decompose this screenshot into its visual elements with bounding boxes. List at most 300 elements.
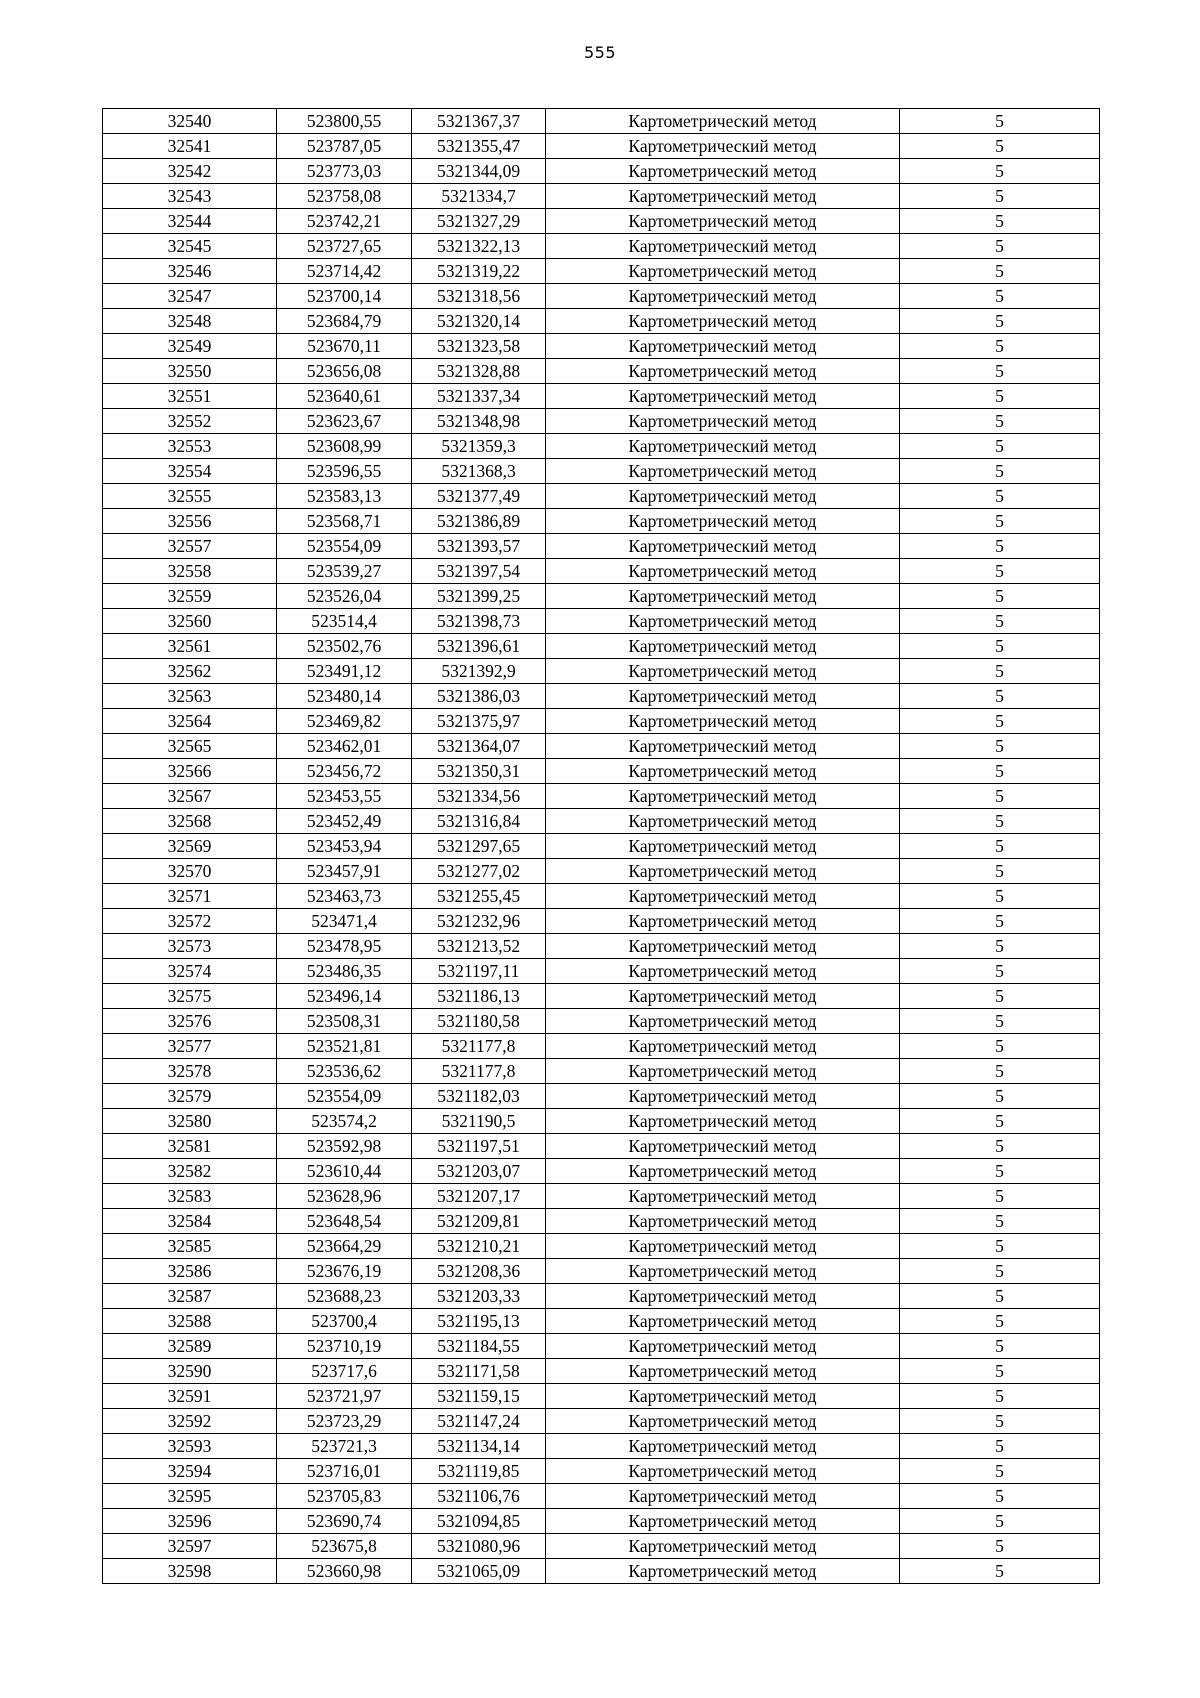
accuracy-cell: 5 (900, 584, 1100, 609)
table-row (103, 1509, 1100, 1534)
point-number-cell: 32593 (103, 1434, 277, 1459)
accuracy-cell: 5 (900, 1234, 1100, 1259)
accuracy-cell: 5 (900, 484, 1100, 509)
y-coordinate-cell: 5321364,07 (412, 734, 546, 759)
method-cell: Картометрический метод (546, 1084, 900, 1109)
method-cell: Картометрический метод (546, 684, 900, 709)
method-cell: Картометрический метод (546, 834, 900, 859)
y-coordinate-cell: 5321147,24 (412, 1409, 546, 1434)
y-coordinate-cell: 5321134,14 (412, 1434, 546, 1459)
y-coordinate-cell: 5321348,98 (412, 409, 546, 434)
accuracy-cell: 5 (900, 359, 1100, 384)
method-cell: Картометрический метод (546, 1209, 900, 1234)
method-cell: Картометрический метод (546, 1534, 900, 1559)
table-row (103, 759, 1100, 784)
accuracy-cell: 5 (900, 1434, 1100, 1459)
y-coordinate-cell: 5321180,58 (412, 1009, 546, 1034)
x-coordinate-cell: 523514,4 (277, 609, 412, 634)
accuracy-cell: 5 (900, 234, 1100, 259)
x-coordinate-cell: 523690,74 (277, 1509, 412, 1534)
point-number-cell: 32598 (103, 1559, 277, 1584)
accuracy-cell: 5 (900, 1309, 1100, 1334)
accuracy-cell: 5 (900, 759, 1100, 784)
table-row (103, 684, 1100, 709)
y-coordinate-cell: 5321344,09 (412, 159, 546, 184)
table-row (103, 1159, 1100, 1184)
table-row (103, 1234, 1100, 1259)
y-coordinate-cell: 5321065,09 (412, 1559, 546, 1584)
y-coordinate-cell: 5321328,88 (412, 359, 546, 384)
x-coordinate-cell: 523675,8 (277, 1534, 412, 1559)
x-coordinate-cell: 523471,4 (277, 909, 412, 934)
accuracy-cell: 5 (900, 1534, 1100, 1559)
point-number-cell: 32559 (103, 584, 277, 609)
table-row (103, 309, 1100, 334)
method-cell: Картометрический метод (546, 509, 900, 534)
point-number-cell: 32573 (103, 934, 277, 959)
table-row (103, 534, 1100, 559)
point-number-cell: 32546 (103, 259, 277, 284)
point-number-cell: 32581 (103, 1134, 277, 1159)
table-row (103, 1459, 1100, 1484)
method-cell: Картометрический метод (546, 959, 900, 984)
table-row (103, 1484, 1100, 1509)
accuracy-cell: 5 (900, 184, 1100, 209)
method-cell: Картометрический метод (546, 859, 900, 884)
accuracy-cell: 5 (900, 309, 1100, 334)
y-coordinate-cell: 5321398,73 (412, 609, 546, 634)
table-row (103, 1359, 1100, 1384)
x-coordinate-cell: 523727,65 (277, 234, 412, 259)
accuracy-cell: 5 (900, 1109, 1100, 1134)
point-number-cell: 32551 (103, 384, 277, 409)
accuracy-cell: 5 (900, 134, 1100, 159)
point-number-cell: 32596 (103, 1509, 277, 1534)
accuracy-cell: 5 (900, 434, 1100, 459)
coordinates-table-container (102, 108, 1099, 1584)
method-cell: Картометрический метод (546, 1384, 900, 1409)
x-coordinate-cell: 523457,91 (277, 859, 412, 884)
x-coordinate-cell: 523676,19 (277, 1259, 412, 1284)
table-row (103, 659, 1100, 684)
table-row (103, 484, 1100, 509)
point-number-cell: 32572 (103, 909, 277, 934)
table-row (103, 1434, 1100, 1459)
y-coordinate-cell: 5321197,51 (412, 1134, 546, 1159)
y-coordinate-cell: 5321297,65 (412, 834, 546, 859)
y-coordinate-cell: 5321327,29 (412, 209, 546, 234)
y-coordinate-cell: 5321186,13 (412, 984, 546, 1009)
y-coordinate-cell: 5321197,11 (412, 959, 546, 984)
x-coordinate-cell: 523670,11 (277, 334, 412, 359)
method-cell: Картометрический метод (546, 409, 900, 434)
method-cell: Картометрический метод (546, 334, 900, 359)
x-coordinate-cell: 523596,55 (277, 459, 412, 484)
x-coordinate-cell: 523453,55 (277, 784, 412, 809)
point-number-cell: 32567 (103, 784, 277, 809)
x-coordinate-cell: 523684,79 (277, 309, 412, 334)
x-coordinate-cell: 523723,29 (277, 1409, 412, 1434)
y-coordinate-cell: 5321397,54 (412, 559, 546, 584)
table-row (103, 734, 1100, 759)
y-coordinate-cell: 5321399,25 (412, 584, 546, 609)
accuracy-cell: 5 (900, 1334, 1100, 1359)
accuracy-cell: 5 (900, 384, 1100, 409)
y-coordinate-cell: 5321184,55 (412, 1334, 546, 1359)
table-row (103, 1009, 1100, 1034)
method-cell: Картометрический метод (546, 1159, 900, 1184)
x-coordinate-cell: 523568,71 (277, 509, 412, 534)
method-cell: Картометрический метод (546, 559, 900, 584)
y-coordinate-cell: 5321080,96 (412, 1534, 546, 1559)
x-coordinate-cell: 523539,27 (277, 559, 412, 584)
method-cell: Картометрический метод (546, 984, 900, 1009)
point-number-cell: 32560 (103, 609, 277, 634)
point-number-cell: 32545 (103, 234, 277, 259)
point-number-cell: 32557 (103, 534, 277, 559)
point-number-cell: 32594 (103, 1459, 277, 1484)
accuracy-cell: 5 (900, 284, 1100, 309)
accuracy-cell: 5 (900, 984, 1100, 1009)
method-cell: Картометрический метод (546, 134, 900, 159)
table-row (103, 1209, 1100, 1234)
y-coordinate-cell: 5321255,45 (412, 884, 546, 909)
table-row (103, 1109, 1100, 1134)
table-row (103, 584, 1100, 609)
method-cell: Картометрический метод (546, 184, 900, 209)
y-coordinate-cell: 5321210,21 (412, 1234, 546, 1259)
table-row (103, 1084, 1100, 1109)
x-coordinate-cell: 523453,94 (277, 834, 412, 859)
table-row (103, 1184, 1100, 1209)
x-coordinate-cell: 523648,54 (277, 1209, 412, 1234)
point-number-cell: 32541 (103, 134, 277, 159)
method-cell: Картометрический метод (546, 1434, 900, 1459)
method-cell: Картометрический метод (546, 1284, 900, 1309)
x-coordinate-cell: 523480,14 (277, 684, 412, 709)
point-number-cell: 32549 (103, 334, 277, 359)
x-coordinate-cell: 523742,21 (277, 209, 412, 234)
method-cell: Картометрический метод (546, 1009, 900, 1034)
point-number-cell: 32584 (103, 1209, 277, 1234)
y-coordinate-cell: 5321203,33 (412, 1284, 546, 1309)
method-cell: Картометрический метод (546, 934, 900, 959)
point-number-cell: 32590 (103, 1359, 277, 1384)
y-coordinate-cell: 5321195,13 (412, 1309, 546, 1334)
table-row (103, 634, 1100, 659)
x-coordinate-cell: 523496,14 (277, 984, 412, 1009)
accuracy-cell: 5 (900, 1059, 1100, 1084)
y-coordinate-cell: 5321392,9 (412, 659, 546, 684)
y-coordinate-cell: 5321337,34 (412, 384, 546, 409)
accuracy-cell: 5 (900, 1009, 1100, 1034)
point-number-cell: 32577 (103, 1034, 277, 1059)
y-coordinate-cell: 5321159,15 (412, 1384, 546, 1409)
y-coordinate-cell: 5321355,47 (412, 134, 546, 159)
y-coordinate-cell: 5321209,81 (412, 1209, 546, 1234)
point-number-cell: 32576 (103, 1009, 277, 1034)
x-coordinate-cell: 523574,2 (277, 1109, 412, 1134)
y-coordinate-cell: 5321232,96 (412, 909, 546, 934)
accuracy-cell: 5 (900, 834, 1100, 859)
accuracy-cell: 5 (900, 559, 1100, 584)
table-row (103, 934, 1100, 959)
table-row (103, 709, 1100, 734)
y-coordinate-cell: 5321106,76 (412, 1484, 546, 1509)
table-row (103, 259, 1100, 284)
x-coordinate-cell: 523610,44 (277, 1159, 412, 1184)
x-coordinate-cell: 523521,81 (277, 1034, 412, 1059)
method-cell: Картометрический метод (546, 359, 900, 384)
accuracy-cell: 5 (900, 1284, 1100, 1309)
table-row (103, 809, 1100, 834)
accuracy-cell: 5 (900, 934, 1100, 959)
y-coordinate-cell: 5321396,61 (412, 634, 546, 659)
method-cell: Картометрический метод (546, 909, 900, 934)
method-cell: Картометрический метод (546, 1059, 900, 1084)
accuracy-cell: 5 (900, 959, 1100, 984)
method-cell: Картометрический метод (546, 484, 900, 509)
point-number-cell: 32575 (103, 984, 277, 1009)
point-number-cell: 32553 (103, 434, 277, 459)
method-cell: Картометрический метод (546, 1109, 900, 1134)
x-coordinate-cell: 523664,29 (277, 1234, 412, 1259)
method-cell: Картометрический метод (546, 759, 900, 784)
accuracy-cell: 5 (900, 659, 1100, 684)
table-row (103, 1534, 1100, 1559)
x-coordinate-cell: 523787,05 (277, 134, 412, 159)
x-coordinate-cell: 523640,61 (277, 384, 412, 409)
x-coordinate-cell: 523688,23 (277, 1284, 412, 1309)
x-coordinate-cell: 523656,08 (277, 359, 412, 384)
method-cell: Картометрический метод (546, 1559, 900, 1584)
accuracy-cell: 5 (900, 859, 1100, 884)
accuracy-cell: 5 (900, 334, 1100, 359)
point-number-cell: 32586 (103, 1259, 277, 1284)
x-coordinate-cell: 523773,03 (277, 159, 412, 184)
table-row (103, 1559, 1100, 1584)
method-cell: Картометрический метод (546, 584, 900, 609)
x-coordinate-cell: 523526,04 (277, 584, 412, 609)
table-row (103, 334, 1100, 359)
x-coordinate-cell: 523716,01 (277, 1459, 412, 1484)
accuracy-cell: 5 (900, 909, 1100, 934)
table-row (103, 834, 1100, 859)
point-number-cell: 32565 (103, 734, 277, 759)
y-coordinate-cell: 5321177,8 (412, 1034, 546, 1059)
method-cell: Картометрический метод (546, 1334, 900, 1359)
x-coordinate-cell: 523608,99 (277, 434, 412, 459)
accuracy-cell: 5 (900, 1509, 1100, 1534)
table-row (103, 159, 1100, 184)
table-row (103, 559, 1100, 584)
y-coordinate-cell: 5321316,84 (412, 809, 546, 834)
point-number-cell: 32591 (103, 1384, 277, 1409)
y-coordinate-cell: 5321386,89 (412, 509, 546, 534)
method-cell: Картометрический метод (546, 234, 900, 259)
accuracy-cell: 5 (900, 159, 1100, 184)
method-cell: Картометрический метод (546, 784, 900, 809)
method-cell: Картометрический метод (546, 634, 900, 659)
method-cell: Картометрический метод (546, 1234, 900, 1259)
point-number-cell: 32569 (103, 834, 277, 859)
x-coordinate-cell: 523721,97 (277, 1384, 412, 1409)
y-coordinate-cell: 5321350,31 (412, 759, 546, 784)
accuracy-cell: 5 (900, 1159, 1100, 1184)
page-number: 555 (583, 43, 617, 62)
x-coordinate-cell: 523714,42 (277, 259, 412, 284)
method-cell: Картометрический метод (546, 1259, 900, 1284)
point-number-cell: 32542 (103, 159, 277, 184)
method-cell: Картометрический метод (546, 734, 900, 759)
x-coordinate-cell: 523452,49 (277, 809, 412, 834)
table-row (103, 1284, 1100, 1309)
point-number-cell: 32548 (103, 309, 277, 334)
method-cell: Картометрический метод (546, 1509, 900, 1534)
method-cell: Картометрический метод (546, 659, 900, 684)
table-row (103, 284, 1100, 309)
method-cell: Картометрический метод (546, 434, 900, 459)
table-row (103, 1384, 1100, 1409)
coordinates-table (102, 108, 1100, 1584)
point-number-cell: 32540 (103, 109, 277, 134)
point-number-cell: 32562 (103, 659, 277, 684)
y-coordinate-cell: 5321377,49 (412, 484, 546, 509)
accuracy-cell: 5 (900, 609, 1100, 634)
x-coordinate-cell: 523800,55 (277, 109, 412, 134)
method-cell: Картометрический метод (546, 1484, 900, 1509)
y-coordinate-cell: 5321393,57 (412, 534, 546, 559)
point-number-cell: 32570 (103, 859, 277, 884)
table-row (103, 434, 1100, 459)
method-cell: Картометрический метод (546, 284, 900, 309)
point-number-cell: 32550 (103, 359, 277, 384)
method-cell: Картометрический метод (546, 159, 900, 184)
table-row (103, 1309, 1100, 1334)
x-coordinate-cell: 523705,83 (277, 1484, 412, 1509)
y-coordinate-cell: 5321320,14 (412, 309, 546, 334)
x-coordinate-cell: 523660,98 (277, 1559, 412, 1584)
method-cell: Картометрический метод (546, 534, 900, 559)
point-number-cell: 32574 (103, 959, 277, 984)
point-number-cell: 32578 (103, 1059, 277, 1084)
method-cell: Картометрический метод (546, 1359, 900, 1384)
point-number-cell: 32589 (103, 1334, 277, 1359)
point-number-cell: 32554 (103, 459, 277, 484)
accuracy-cell: 5 (900, 1034, 1100, 1059)
table-body (103, 109, 1100, 1584)
y-coordinate-cell: 5321171,58 (412, 1359, 546, 1384)
accuracy-cell: 5 (900, 1084, 1100, 1109)
accuracy-cell: 5 (900, 1559, 1100, 1584)
method-cell: Картометрический метод (546, 259, 900, 284)
x-coordinate-cell: 523623,67 (277, 409, 412, 434)
method-cell: Картометрический метод (546, 109, 900, 134)
y-coordinate-cell: 5321322,13 (412, 234, 546, 259)
point-number-cell: 32555 (103, 484, 277, 509)
x-coordinate-cell: 523502,76 (277, 634, 412, 659)
point-number-cell: 32571 (103, 884, 277, 909)
accuracy-cell: 5 (900, 709, 1100, 734)
accuracy-cell: 5 (900, 1384, 1100, 1409)
accuracy-cell: 5 (900, 734, 1100, 759)
x-coordinate-cell: 523592,98 (277, 1134, 412, 1159)
point-number-cell: 32543 (103, 184, 277, 209)
x-coordinate-cell: 523721,3 (277, 1434, 412, 1459)
point-number-cell: 32563 (103, 684, 277, 709)
point-number-cell: 32558 (103, 559, 277, 584)
point-number-cell: 32561 (103, 634, 277, 659)
point-number-cell: 32588 (103, 1309, 277, 1334)
y-coordinate-cell: 5321182,03 (412, 1084, 546, 1109)
accuracy-cell: 5 (900, 784, 1100, 809)
x-coordinate-cell: 523478,95 (277, 934, 412, 959)
y-coordinate-cell: 5321203,07 (412, 1159, 546, 1184)
accuracy-cell: 5 (900, 1459, 1100, 1484)
accuracy-cell: 5 (900, 109, 1100, 134)
method-cell: Картометрический метод (546, 309, 900, 334)
point-number-cell: 32582 (103, 1159, 277, 1184)
x-coordinate-cell: 523491,12 (277, 659, 412, 684)
accuracy-cell: 5 (900, 209, 1100, 234)
x-coordinate-cell: 523469,82 (277, 709, 412, 734)
accuracy-cell: 5 (900, 1484, 1100, 1509)
table-row (103, 1034, 1100, 1059)
table-row (103, 784, 1100, 809)
table-row (103, 609, 1100, 634)
method-cell: Картометрический метод (546, 1459, 900, 1484)
x-coordinate-cell: 523554,09 (277, 534, 412, 559)
method-cell: Картометрический метод (546, 1309, 900, 1334)
table-row (103, 234, 1100, 259)
x-coordinate-cell: 523456,72 (277, 759, 412, 784)
point-number-cell: 32580 (103, 1109, 277, 1134)
x-coordinate-cell: 523583,13 (277, 484, 412, 509)
accuracy-cell: 5 (900, 634, 1100, 659)
point-number-cell: 32564 (103, 709, 277, 734)
accuracy-cell: 5 (900, 1134, 1100, 1159)
point-number-cell: 32579 (103, 1084, 277, 1109)
point-number-cell: 32583 (103, 1184, 277, 1209)
point-number-cell: 32587 (103, 1284, 277, 1309)
method-cell: Картометрический метод (546, 1409, 900, 1434)
method-cell: Картометрический метод (546, 209, 900, 234)
table-row (103, 884, 1100, 909)
point-number-cell: 32585 (103, 1234, 277, 1259)
table-row (103, 1334, 1100, 1359)
accuracy-cell: 5 (900, 459, 1100, 484)
y-coordinate-cell: 5321334,56 (412, 784, 546, 809)
x-coordinate-cell: 523554,09 (277, 1084, 412, 1109)
table-row (103, 509, 1100, 534)
table-row (103, 1134, 1100, 1159)
point-number-cell: 32597 (103, 1534, 277, 1559)
accuracy-cell: 5 (900, 1359, 1100, 1384)
y-coordinate-cell: 5321094,85 (412, 1509, 546, 1534)
y-coordinate-cell: 5321119,85 (412, 1459, 546, 1484)
table-row (103, 1409, 1100, 1434)
table-row (103, 1059, 1100, 1084)
x-coordinate-cell: 523463,73 (277, 884, 412, 909)
method-cell: Картометрический метод (546, 709, 900, 734)
y-coordinate-cell: 5321319,22 (412, 259, 546, 284)
table-row (103, 184, 1100, 209)
x-coordinate-cell: 523700,14 (277, 284, 412, 309)
table-row (103, 209, 1100, 234)
table-row (103, 959, 1100, 984)
y-coordinate-cell: 5321334,7 (412, 184, 546, 209)
x-coordinate-cell: 523462,01 (277, 734, 412, 759)
